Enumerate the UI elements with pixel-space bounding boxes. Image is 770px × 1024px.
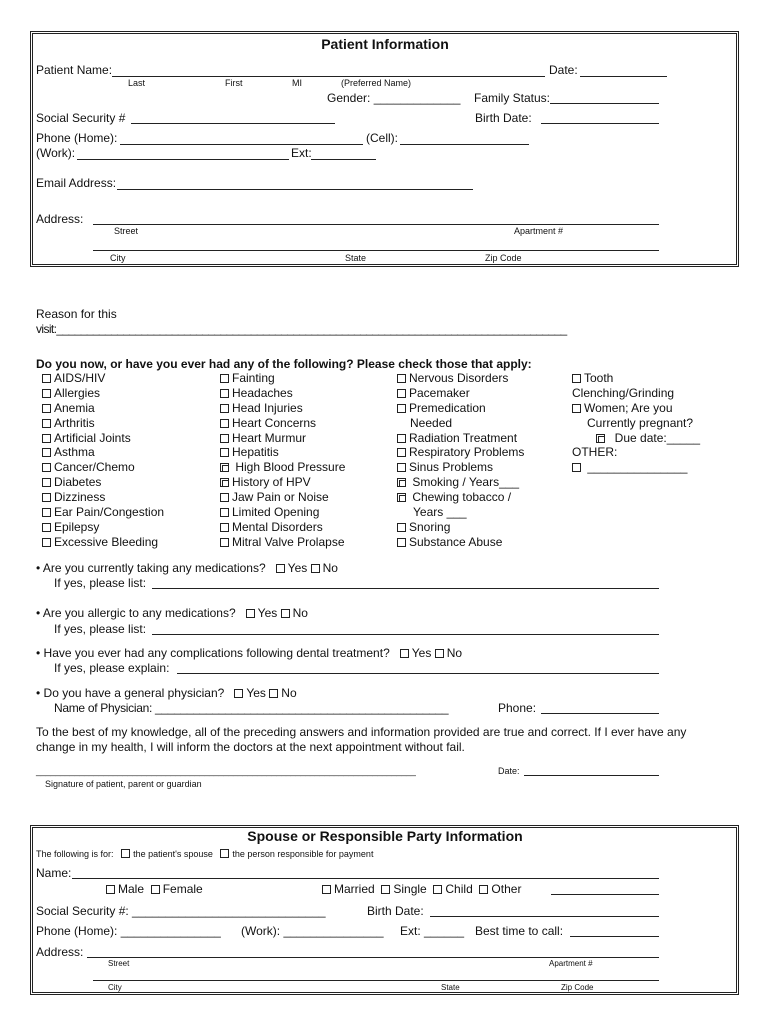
address-city-field[interactable] [93,250,659,251]
patient-name-field[interactable] [112,76,545,77]
checkbox[interactable] [397,404,406,413]
female-checkbox[interactable] [151,885,160,894]
checkbox[interactable] [42,389,51,398]
condition-item[interactable]: Chewing tobacco / [397,490,524,505]
spouse-birth-field[interactable] [430,916,659,917]
other-label: OTHER: [572,445,618,460]
address-street-field[interactable] [93,224,659,225]
signature-date-label: Date: [498,766,520,776]
spouse-ssn-field[interactable]: Social Security #: _____________________________ [36,904,326,918]
question-complications: • Have you ever had any complications following dental treatment? Yes No [36,646,463,660]
ext-field[interactable] [311,159,376,160]
ssn-field[interactable] [131,123,335,124]
conditions-col3 [397,371,524,550]
sub-first: First [225,78,243,88]
work-field[interactable] [77,159,289,160]
spouse-sub-state: State [441,983,460,992]
patient-info-title: Patient Information [321,36,449,52]
checkbox[interactable] [397,523,406,532]
sub-apartment: Apartment # [514,226,564,236]
phone-home-field[interactable] [120,144,363,145]
checkbox[interactable] [397,374,406,383]
checkbox[interactable] [42,523,51,532]
sub-mi: MI [292,78,302,88]
address-label: Address: [36,212,84,226]
spouse-address-street-field[interactable] [87,957,659,958]
spouse-info-title: Spouse or Responsible Party Information [247,828,523,844]
date-label: Date: [549,63,578,77]
condition-item-cont: Needed [410,415,453,430]
condition-item[interactable]: Artificial Joints [42,431,164,446]
condition-item[interactable]: Radiation Treatment [397,431,524,446]
complications-explain-field[interactable] [177,673,659,674]
email-field[interactable] [117,189,473,190]
email-label: Email Address: [36,176,117,190]
allergic-list-label: If yes, please list: [54,622,147,636]
ext-label: Ext: [291,146,312,160]
checkbox[interactable] [596,434,605,443]
condition-item[interactable]: Hepatitis [220,445,345,460]
condition-item[interactable]: Jaw Pain or Noise [220,490,345,505]
other-status-field[interactable] [551,894,659,895]
male-checkbox[interactable] [106,885,115,894]
checkbox[interactable] [397,493,406,502]
married-checkbox[interactable] [322,885,331,894]
condition-item[interactable]: Nervous Disorders [397,371,524,386]
payment-checkbox[interactable] [220,849,229,858]
condition-item[interactable]: Premedication [397,401,524,416]
conditions-heading: Do you now, or have you ever had any of the following? Please check those that apply: [36,357,532,371]
signature-date-field[interactable] [524,775,659,776]
medications-list-label: If yes, please list: [54,576,147,590]
condition-item[interactable]: Allergies [42,386,164,401]
checkbox[interactable] [220,523,229,532]
checkbox[interactable] [42,463,51,472]
family-status-label: Family Status: [474,91,551,105]
condition-item[interactable]: Respiratory Problems [397,445,524,460]
checkbox[interactable] [42,478,51,487]
checkbox[interactable] [397,389,406,398]
condition-item[interactable]: Headaches [220,386,345,401]
no-checkbox[interactable] [311,564,320,573]
checkbox[interactable] [572,374,581,383]
best-time-label: Best time to call: [475,924,564,938]
condition-item[interactable]: Tooth [572,371,700,386]
condition-item-cont: Years ___ [413,505,467,520]
birth-date-field[interactable] [541,123,659,124]
condition-item[interactable]: Diabetes [42,475,164,490]
spouse-sub-street: Street [108,959,130,968]
checkbox[interactable] [220,478,229,487]
conditions-col1 [42,371,164,550]
attestation-line2: change in my health, I will inform the doctors at the next appointment without fail. [36,740,465,754]
attestation-line1: To the best of my knowledge, all of the preceding answers and information provided are true and correct. If I ever have any [36,725,687,739]
spouse-checkbox[interactable] [121,849,130,858]
checkbox[interactable] [42,419,51,428]
checkbox[interactable] [220,463,229,472]
checkbox[interactable] [42,493,51,502]
condition-item-cont: Clenching/Grinding [572,385,675,400]
cell-label: (Cell): [366,131,398,145]
yes-checkbox[interactable] [246,609,255,618]
gender-field[interactable]: Gender: _____________ [327,91,461,105]
checkbox[interactable] [220,404,229,413]
sub-last: Last [128,78,146,88]
spouse-birth-label: Birth Date: [367,904,424,918]
single-checkbox[interactable] [381,885,390,894]
spouse-address-city-field[interactable] [93,980,659,981]
checkbox[interactable] [220,508,229,517]
family-status-field[interactable] [550,103,659,104]
condition-item[interactable]: High Blood Pressure [220,460,345,475]
condition-item[interactable]: Fainting [220,371,345,386]
physician-phone-field[interactable] [541,713,659,714]
signature-caption: Signature of patient, parent or guardian [45,779,202,789]
condition-item[interactable]: Due date:_____ [572,431,700,446]
condition-item[interactable]: Sinus Problems [397,460,524,475]
checkbox[interactable] [397,448,406,457]
condition-item[interactable]: History of HPV [220,475,345,490]
condition-item[interactable]: Mitral Valve Prolapse [220,535,345,550]
checkbox[interactable] [397,463,406,472]
condition-item[interactable]: Women; Are you [572,401,700,416]
conditions-col2 [220,371,345,550]
sub-zip: Zip Code [485,253,522,263]
checkbox[interactable] [220,389,229,398]
sex-options: Male Female [106,882,203,896]
complications-explain-label: If yes, please explain: [54,661,170,675]
condition-item[interactable]: Excessive Bleeding [42,535,164,550]
sub-state: State [345,253,367,263]
condition-item[interactable]: Cancer/Chemo [42,460,164,475]
checkbox[interactable] [397,478,406,487]
checkbox[interactable] [42,434,51,443]
yes-checkbox[interactable] [400,649,409,658]
allergic-list-field[interactable] [152,634,659,635]
checkbox[interactable] [42,508,51,517]
reason-label: Reason for this [36,307,117,321]
question-physician: • Do you have a general physician? Yes No [36,686,297,700]
sub-city: City [110,253,126,263]
no-checkbox[interactable] [269,689,278,698]
condition-item-cont: Currently pregnant? [587,415,694,430]
condition-item[interactable]: Dizziness [42,490,164,505]
no-checkbox[interactable] [435,649,444,658]
condition-item[interactable]: Epilepsy [42,520,164,535]
checkbox[interactable] [42,538,51,547]
phone-home-label: Phone (Home): [36,131,118,145]
condition-item[interactable]: Snoring [397,520,524,535]
checkbox[interactable] [572,404,581,413]
condition-item[interactable]: Heart Concerns [220,416,345,431]
other-item[interactable]: _______________ [572,460,700,475]
physician-phone-label: Phone: [498,701,537,715]
spouse-sub-zip: Zip Code [561,983,594,992]
checkbox[interactable] [397,434,406,443]
no-checkbox[interactable] [281,609,290,618]
condition-item[interactable]: Heart Murmur [220,431,345,446]
reason-field[interactable]: visit:____________________________________________________________________________________ [36,322,567,336]
following-for: The following is for: the patient's spouse the person responsible for payment [36,849,374,859]
condition-item[interactable]: Pacemaker [397,386,524,401]
spouse-name-label: Name: [36,866,72,880]
spouse-address-label: Address: [36,945,84,959]
signature-field[interactable]: _______________________________________________________________________________ [36,766,416,776]
child-checkbox[interactable] [433,885,442,894]
checkbox[interactable] [220,419,229,428]
sub-street: Street [114,226,139,236]
condition-item[interactable]: Smoking / Years___ [397,475,524,490]
condition-item[interactable]: AIDS/HIV [42,371,164,386]
checkbox[interactable] [42,448,51,457]
checkbox[interactable] [220,448,229,457]
condition-item[interactable]: Anemia [42,401,164,416]
condition-item[interactable]: Arthritis [42,416,164,431]
spouse-ext-field[interactable]: Ext: ______ [400,924,465,938]
spouse-phone-home-field[interactable]: Phone (Home): _______________ [36,924,221,938]
yes-checkbox[interactable] [234,689,243,698]
condition-item[interactable]: Head Injuries [220,401,345,416]
checkbox[interactable] [572,463,581,472]
checkbox[interactable] [220,434,229,443]
condition-item[interactable]: Asthma [42,445,164,460]
conditions-col4 [572,371,700,475]
spouse-sub-apartment: Apartment # [549,959,593,968]
best-time-field[interactable] [570,936,659,937]
checkbox[interactable] [42,404,51,413]
spouse-work-field[interactable]: (Work): _______________ [241,924,384,938]
checkbox[interactable] [220,493,229,502]
checkbox[interactable] [397,538,406,547]
checkbox[interactable] [220,538,229,547]
other-checkbox[interactable] [479,885,488,894]
work-label: (Work): [36,146,76,160]
patient-name-label: Patient Name: [36,63,113,77]
birth-date-label: Birth Date: [475,111,532,125]
condition-item[interactable]: Substance Abuse [397,535,524,550]
marital-options: Married Single Child Other [322,882,521,896]
physician-name-field[interactable]: Name of Physician: ______________________________________________ [54,701,449,715]
condition-item[interactable]: Ear Pain/Congestion [42,505,164,520]
question-allergic: • Are you allergic to any medications? Yes No [36,606,308,620]
ssn-label: Social Security # [36,111,126,125]
checkbox[interactable] [220,374,229,383]
checkbox[interactable] [42,374,51,383]
condition-item[interactable]: Limited Opening [220,505,345,520]
sub-preferred: (Preferred Name) [341,78,412,88]
spouse-name-field[interactable] [72,878,659,879]
spouse-sub-city: City [108,983,122,992]
question-medications: • Are you currently taking any medications? Yes No [36,561,338,575]
yes-checkbox[interactable] [276,564,285,573]
medications-list-field[interactable] [152,588,659,589]
date-field[interactable] [580,76,667,77]
condition-item[interactable]: Mental Disorders [220,520,345,535]
cell-field[interactable] [400,144,529,145]
